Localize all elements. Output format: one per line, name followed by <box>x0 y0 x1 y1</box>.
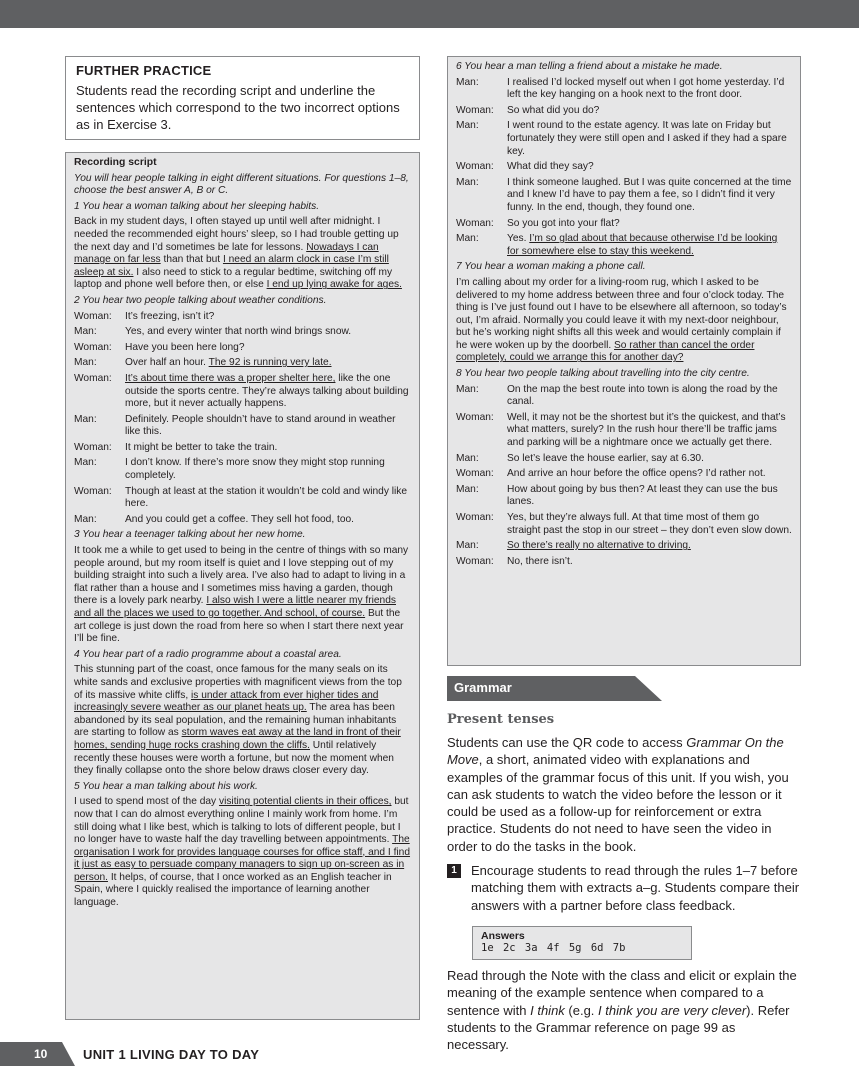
page-number: 10 <box>34 1047 48 1061</box>
dialogue-line: Woman: It’s freezing, isn’t it? <box>74 310 215 322</box>
section-4-text: This stunning part of the coast, once famous for the many seals on its white sands and exclusive properties with magnificent views from the top of its massive white cliffs, is under attack from ever higher tides and increasingly severe weather as our planet heats up. The area has been abandoned by its seal population, and the remaining human inhabitants are starting to follow as storm waves eat away at the land in front of their homes, sending huge rocks crashing down the cliffs. Until relatively recently these houses were worth a fortune, but now the moment when they finally collapse onto the shore below draws closer every day. <box>74 664 402 777</box>
recording-script-left <box>65 152 420 1020</box>
further-practice-title: FURTHER PRACTICE <box>76 63 212 78</box>
further-practice-text: Students read the recording script and underline the sentences which correspond to the two incorrect options as in Exercise 3. <box>76 83 400 132</box>
grammar-paragraph-2: Read through the Note with the class and elicit or explain the meaning of the example sentence when compared to a sentence with I think (e.g. I think you are very clever). Refer students to the Grammar reference on page 99 as necessary. <box>447 968 797 1053</box>
dialogue-line: Man: Definitely. People shouldn’t have to stand around in weather like this. <box>74 413 396 438</box>
dialogue-line: Woman: And arrive an hour before the office opens? I’d rather not. <box>456 468 766 480</box>
dialogue-line: Man: Over half an hour. The 92 is running very late. <box>74 357 332 369</box>
dialogue-line: Man: On the map the best route into town is along the road by the canal. <box>456 383 778 408</box>
section-2-heading: 2 You hear two people talking about weather conditions. <box>74 294 327 306</box>
top-bar <box>0 0 859 28</box>
recording-script-title: Recording script <box>74 157 157 168</box>
dialogue-line: Man: So let’s leave the house earlier, say at 6.30. <box>456 452 704 464</box>
dialogue-line: Man: So there’s really no alternative to driving. <box>456 540 691 552</box>
dialogue-line: Woman: What did they say? <box>456 161 594 173</box>
dialogue-line: Man: Yes, and every winter that north wind brings snow. <box>74 326 352 338</box>
task-1-text: Encourage students to read through the rules 1–7 before matching them with extracts a–g. Students compare their answers with a partner before class feedback. <box>471 863 800 913</box>
recording-script-right <box>447 56 801 666</box>
dialogue-line: Man: I went round to the estate agency. It was late on Friday but fortunately they were still open and I asked if they had a spare key. <box>456 120 787 157</box>
dialogue-line: Woman: It might be better to take the train. <box>74 441 278 453</box>
section-3-heading: 3 You hear a teenager talking about her new home. <box>74 529 306 541</box>
dialogue-line: Man: Yes. I’m so glad about that because otherwise I’d be looking for somewhere else to stay this weekend. <box>456 233 778 257</box>
script-intro: You will hear people talking in eight different situations. For questions 1–8, choose the best answer A, B or C. <box>74 172 409 197</box>
section-7-text: I’m calling about my order for a living-room rug, which I asked to be delivered to my home address between three and four o’clock today. The thing is I’ve just found out I have to be elsewhere all afternoon, so today’s out, I’m afraid. Normally you could leave it with my next-door neighbour, but he’s working night shifts all this week and would certainly complain if he were woken up by the doorbell. So rather than cancel the order completely, could we arrange this for another day? <box>456 276 787 364</box>
section-3-text: It took me a while to get used to being in the centre of things with so many people around, but my room itself is quiet and I love stepping out of my building straight into such a lively area. I’ve also had to adapt to living in a flat rather than a house and I sometimes miss having a garden, though there is a lovely park nearby. I also wish I were a little nearer my friends and all the places we used to go together. And school, of course. But the art college is just down the road from here so when I start there next year I’ll be fine. <box>74 545 409 645</box>
section-4-heading: 4 You hear part of a radio programme about a coastal area. <box>74 648 342 660</box>
dialogue-line: Woman: It’s about time there was a proper shelter here, like the one outside the sports centre. They’re always talking about building more, but it never actually happens. <box>74 372 409 410</box>
dialogue-line: Woman: Yes, but they’re always full. At that time most of them go straight past the stop in our street – they don’t even slow down. <box>456 512 792 536</box>
grammar-paragraph-1: Students can use the QR code to access Grammar On the Move, a short, animated video with explanations and examples of the grammar focus of this unit. If you wish, you can ask students to watch the video before the lesson or it could be used as a follow-up for reinforcement or extra practice. Students do not need to have seen the video in order to do the tasks in the book. <box>447 735 789 854</box>
section-7-heading: 7 You hear a woman making a phone call. <box>456 261 646 273</box>
dialogue-line: Woman: Have you been here long? <box>74 341 245 353</box>
grammar-label: Grammar <box>454 680 512 695</box>
section-1-text: Back in my student days, I often stayed up until well after midnight. I needed the recommended eight hours’ sleep, so I had trouble getting up the next day and I’d sometimes be late for lessons. Nowadays I can manage on far less than that but I need an alarm clock in case I’m still asleep at six. I also need to stick to a regular bedtime, switching off my laptop and phone well before then, or else I end up lying awake for ages. <box>74 216 402 291</box>
grammar-banner <box>447 676 662 701</box>
section-1-heading: 1 You hear a woman talking about her sleeping habits. <box>74 200 320 212</box>
task-number-badge: 1 <box>447 864 461 878</box>
dialogue-line: Woman: Though at least at the station it wouldn’t be cold and windy like here. <box>74 485 408 510</box>
dialogue-line: Man: How about going by bus then? At least they can use the bus lanes. <box>456 483 778 508</box>
dialogue-line: Man: I realised I’d locked myself out when I got home yesterday. I’d left the key hanging on a hook next to the front door. <box>456 76 785 101</box>
dialogue-line: Woman: So what did you do? <box>456 104 600 116</box>
dialogue-line: Man: I think someone laughed. But I was quite concerned at the time and I knew I’d have to pay them a fee, so I didn’t find it very funny. In the end, though, they found one. <box>456 176 792 213</box>
dialogue-line: Woman: Well, it may not be the shortest but it’s the quickest, and that’s what matters, surely? In the rush hour there’ll be traffic jams and parking will be a nightmare once we actually get there. <box>456 411 786 449</box>
dialogue-line: Man: And you could get a coffee. They sell hot food, too. <box>74 513 354 525</box>
further-practice-box <box>65 56 420 140</box>
unit-title: UNIT 1 LIVING DAY TO DAY <box>83 1047 260 1062</box>
answers-text: 1e 2c 3a 4f 5g 6d 7b <box>481 942 626 954</box>
section-8-heading: 8 You hear two people talking about travelling into the city centre. <box>456 368 750 380</box>
section-6-heading: 6 You hear a man telling a friend about a mistake he made. <box>456 61 723 72</box>
answers-box <box>472 926 692 960</box>
dialogue-line: Woman: So you got into your flat? <box>456 217 620 229</box>
section-5-text: I used to spend most of the day visiting potential clients in their offices, but now that I can do almost everything online I mainly work from home. I’m still doing what I like best, which is talking to lots of different people, but I no longer have to waste half the day travelling between appointments. The organisation I work for provides language courses for office staff, and I find it just as easy to persuade company managers to sign up on-screen as in person. It helps, of course, that I once worked as an English teacher in Spain, where I quickly realised the importance of learning another language. <box>74 796 411 909</box>
grammar-heading: Present tenses <box>447 712 555 727</box>
dialogue-line: Man: I don’t know. If there’s more snow they might stop running completely. <box>74 457 385 482</box>
dialogue-line: Woman: No, there isn’t. <box>456 555 573 567</box>
answers-title: Answers <box>481 930 525 942</box>
section-5-heading: 5 You hear a man talking about his work. <box>74 780 258 792</box>
